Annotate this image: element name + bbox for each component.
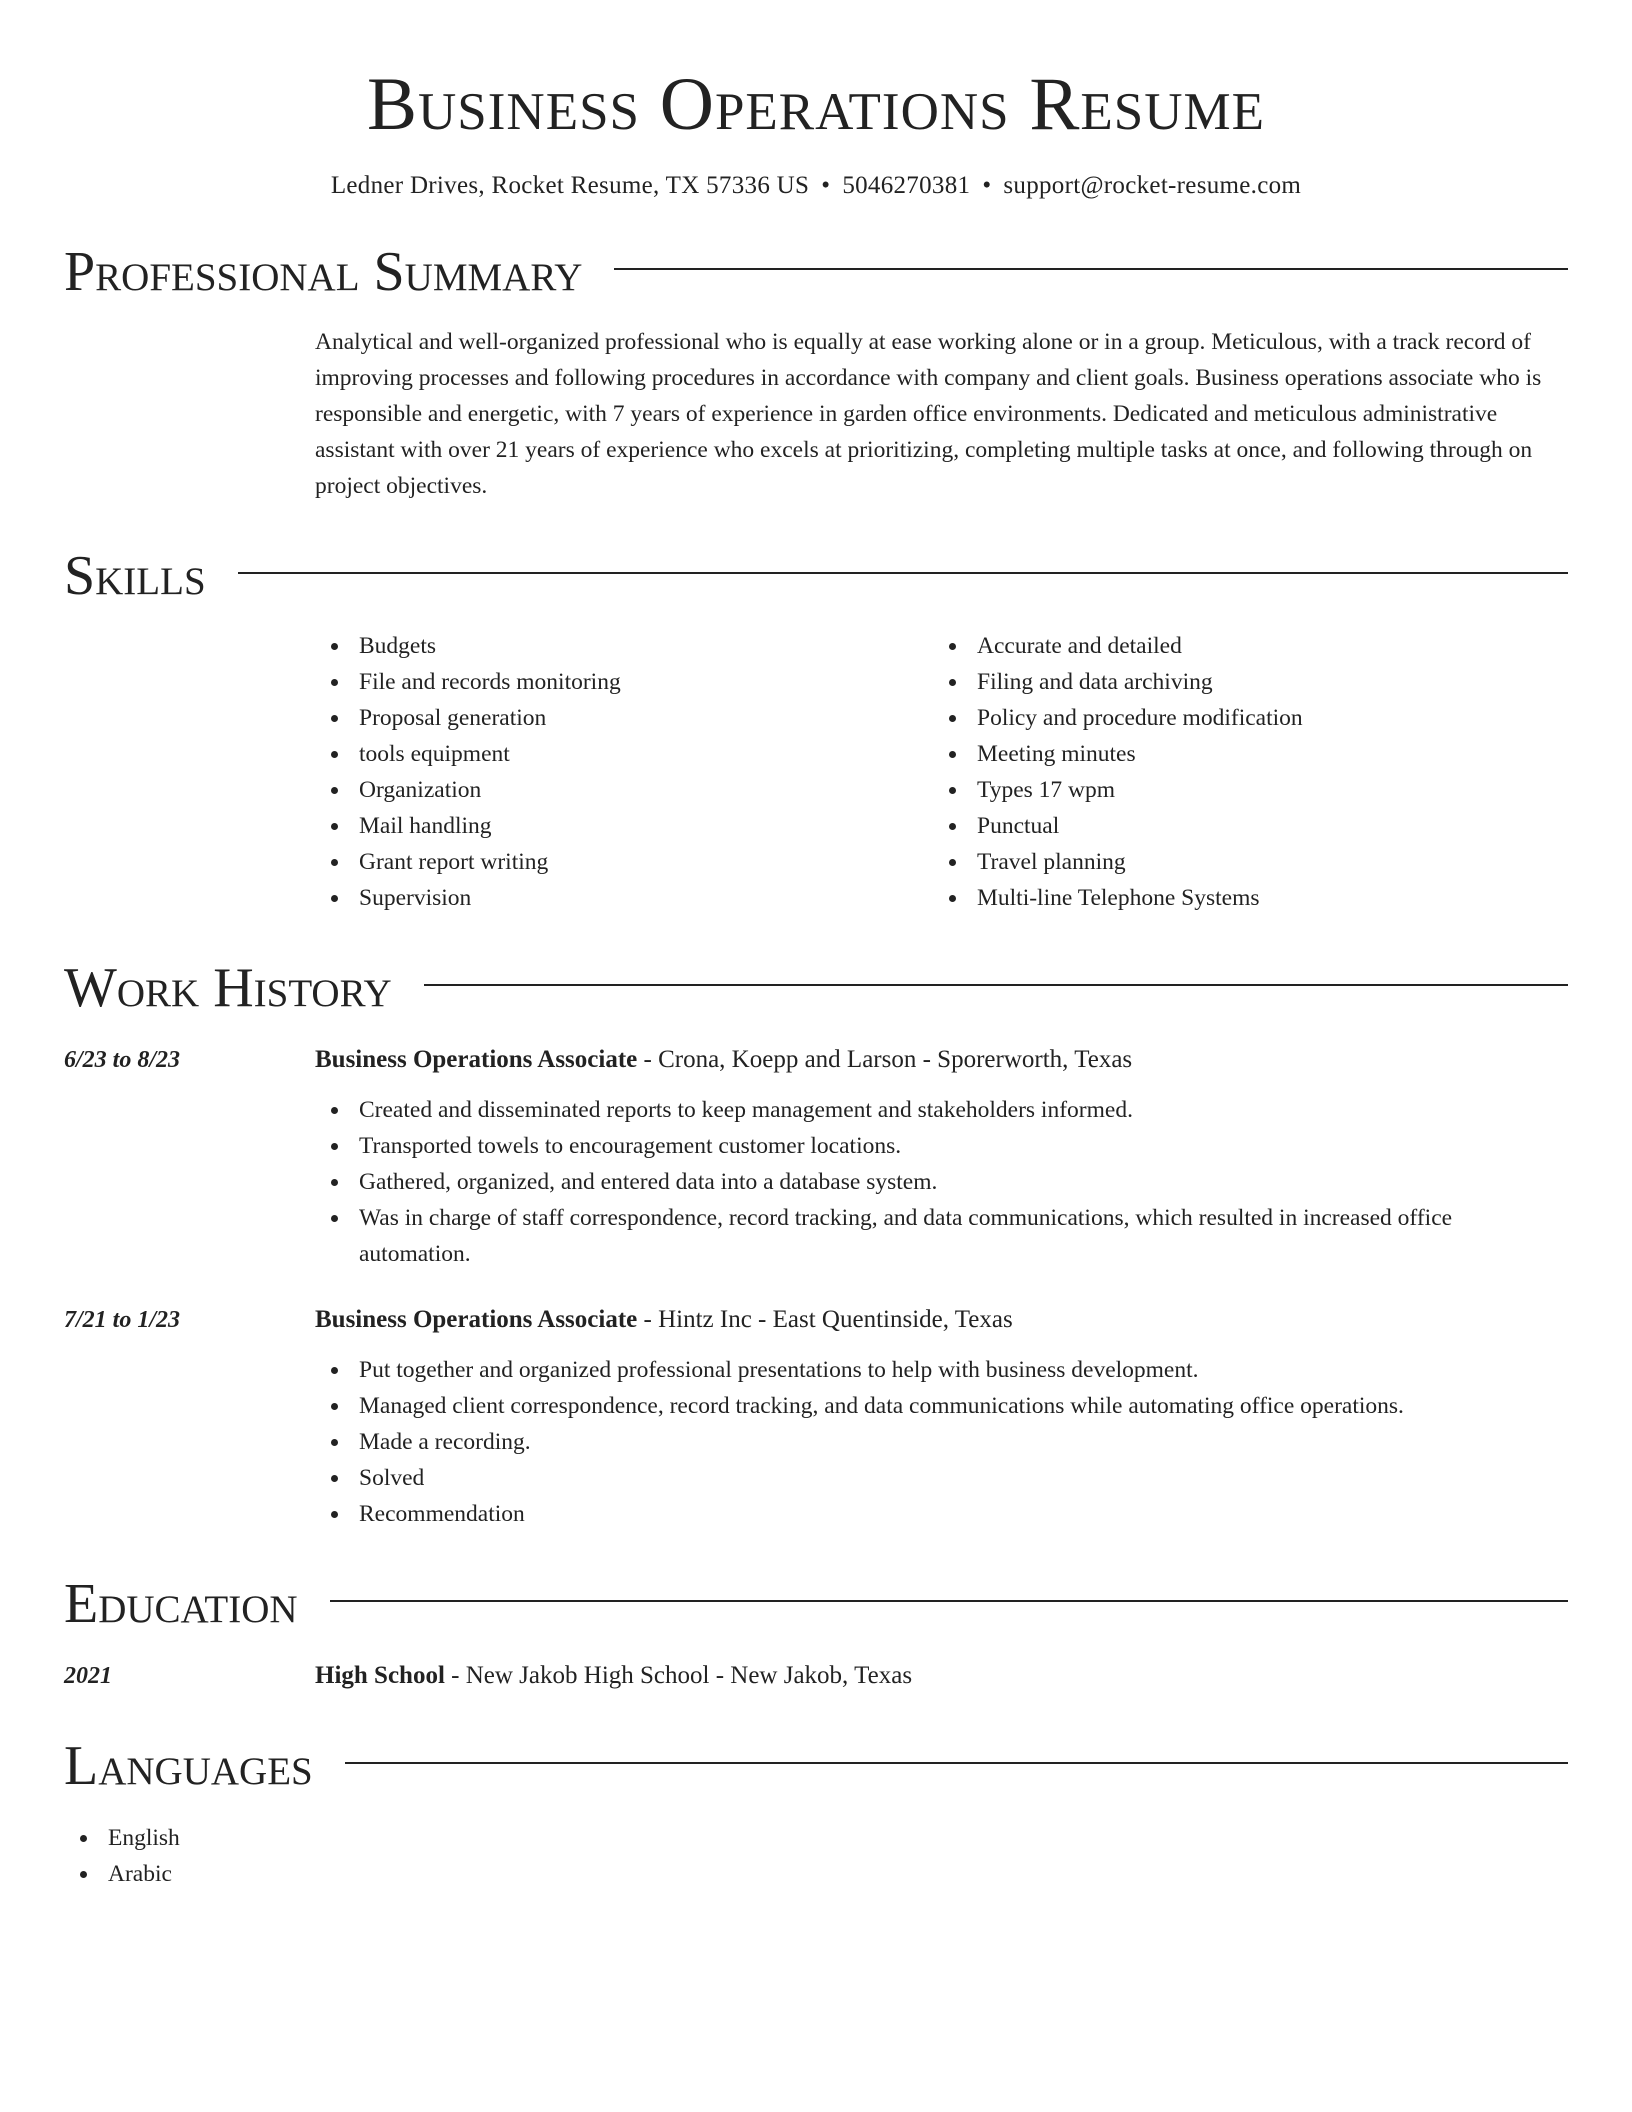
- job-duty: Gathered, organized, and entered data into a database system.: [315, 1164, 1568, 1200]
- contact-separator: •: [982, 172, 992, 199]
- job-entry: [64, 1042, 1568, 1272]
- job-dates: 7/21 to 1/23: [64, 1307, 181, 1333]
- skill-item: Travel planning: [933, 844, 1551, 880]
- skill-item: Budgets: [315, 628, 933, 664]
- job-heading: [315, 1302, 1568, 1338]
- language-item: English: [64, 1820, 1568, 1856]
- section-divider: [345, 1762, 1568, 1764]
- language-item: Arabic: [64, 1856, 1568, 1892]
- education-year: 2021: [64, 1663, 112, 1689]
- summary-heading: Professional Summary: [64, 241, 583, 303]
- resume-title: Business Operations Resume: [367, 63, 1265, 146]
- skill-item: Proposal generation: [315, 700, 933, 736]
- job-heading: [315, 1042, 1568, 1078]
- job-duty: Created and disseminated reports to keep management and stakeholders informed.: [315, 1092, 1568, 1128]
- section-divider: [238, 572, 1568, 574]
- section-divider: [330, 1600, 1568, 1602]
- contact-separator: •: [821, 172, 831, 199]
- skill-item: Meeting minutes: [933, 736, 1551, 772]
- education-body: [315, 1658, 1568, 1694]
- skill-item: File and records monitoring: [315, 664, 933, 700]
- education-degree: High School: [315, 1662, 445, 1689]
- job-title: Business Operations Associate: [315, 1046, 638, 1073]
- job-duties: [315, 1352, 1568, 1532]
- education-heading: Education: [64, 1573, 298, 1635]
- job-title: Business Operations Associate: [315, 1306, 638, 1333]
- education-heading-line: [315, 1658, 1568, 1694]
- contact-address: Ledner Drives, Rocket Resume, TX 57336 US: [330, 172, 810, 199]
- work-heading: Work History: [64, 957, 392, 1019]
- work-section-header: [64, 956, 1568, 1020]
- contact-email: support@rocket-resume.com: [1003, 172, 1302, 199]
- job-duty: Transported towels to encouragement customer locations.: [315, 1128, 1568, 1164]
- job-body: [315, 1042, 1568, 1272]
- summary-section-header: [64, 240, 1568, 304]
- skills-column-left: [315, 628, 933, 916]
- job-duty: Managed client correspondence, record tracking, and data communications while automating office operations.: [315, 1388, 1568, 1424]
- job-duties: [315, 1092, 1568, 1272]
- skill-item: Mail handling: [315, 808, 933, 844]
- education-section-header: [64, 1572, 1568, 1636]
- job-duty: Was in charge of staff correspondence, record tracking, and data communications, which resulted in increased office automation.: [315, 1200, 1568, 1272]
- skill-item: tools equipment: [315, 736, 933, 772]
- skills-column-right: [933, 628, 1551, 916]
- contact-line: [64, 172, 1568, 200]
- skill-item: Grant report writing: [315, 844, 933, 880]
- job-details: - Hintz Inc - East Quentinside, Texas: [637, 1306, 1013, 1333]
- education-entry: [64, 1658, 1568, 1694]
- languages-heading: Languages: [64, 1735, 313, 1797]
- skill-item: Types 17 wpm: [933, 772, 1551, 808]
- summary-text: Analytical and well-organized professional who is equally at ease working alone or in a group. Meticulous, with a track record of improving processes and following procedures in accordance with company and client goals. Business operations associate who is responsible and energetic, with 7 years of experience in garden office environments. Dedicated and meticulous administrative assistant with over 21 years of experience who excels at prioritizing, completing multiple tasks at once, and following through on project objectives.: [315, 329, 1542, 499]
- skill-item: Supervision: [315, 880, 933, 916]
- job-entry: [64, 1302, 1568, 1532]
- contact-phone: 5046270381: [842, 172, 971, 199]
- skills-list: [315, 628, 1568, 916]
- section-divider: [614, 268, 1568, 270]
- skills-heading: Skills: [64, 545, 206, 607]
- skills-section-header: [64, 544, 1568, 608]
- job-body: [315, 1302, 1568, 1532]
- skill-item: Policy and procedure modification: [933, 700, 1551, 736]
- skill-item: Filing and data archiving: [933, 664, 1551, 700]
- education-details: - New Jakob High School - New Jakob, Texas: [444, 1662, 913, 1689]
- languages-section-header: [64, 1734, 1568, 1798]
- skill-item: Organization: [315, 772, 933, 808]
- job-details: - Crona, Koepp and Larson - Sporerworth, Texas: [637, 1046, 1133, 1073]
- job-duty: Recommendation: [315, 1496, 1568, 1532]
- job-duty: Made a recording.: [315, 1424, 1568, 1460]
- skill-item: Accurate and detailed: [933, 628, 1551, 664]
- skill-item: Multi-line Telephone Systems: [933, 880, 1551, 916]
- job-duty: Put together and organized professional presentations to help with business development.: [315, 1352, 1568, 1388]
- languages-list: [64, 1820, 1568, 1892]
- skill-item: Punctual: [933, 808, 1551, 844]
- job-duty: Solved: [315, 1460, 1568, 1496]
- section-divider: [424, 984, 1568, 986]
- job-dates: 6/23 to 8/23: [64, 1047, 181, 1073]
